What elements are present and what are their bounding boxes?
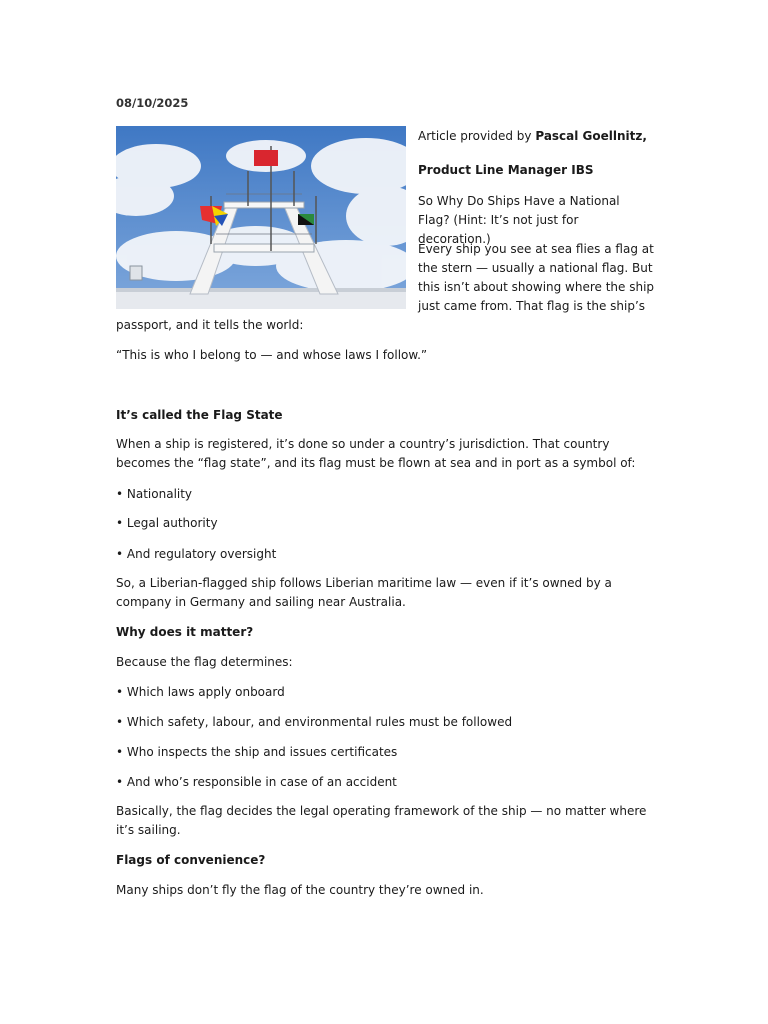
section2-text: Because the flag determines:	[116, 655, 293, 669]
section1-closing: So, a Liberian-flagged ship follows Liberian maritime law — even if it’s owned by a company in Germany and sailing near Australia.	[116, 576, 612, 609]
intro-line-4: just came from. That flag is the ship’s	[418, 299, 646, 313]
section2-bullet-2: • Which safety, labour, and environmental rules must be followed	[116, 715, 513, 729]
intro-line-2: the stern — usually a national flag. But	[418, 261, 653, 275]
byline-line	[418, 127, 658, 146]
intro-title: So Why Do Ships Have a National Flag? (Hint: It’s not just for decoration.)	[418, 194, 620, 246]
quote: “This is who I belong to — and whose laws I follow.”	[116, 348, 428, 362]
section1-text: When a ship is registered, it’s done so under a country’s jurisdiction. That country becomes the “flag state”, and its flag must be flown at sea and in port as a symbol of:	[116, 437, 636, 470]
byline-author: Pascal Goellnitz,	[535, 129, 647, 143]
section2-bullet-3: • Who inspects the ship and issues certificates	[116, 745, 398, 759]
section2-bullet-1: • Which laws apply onboard	[116, 685, 285, 699]
section3-text: Many ships don’t fly the flag of the country they’re owned in.	[116, 883, 484, 897]
article-date: 08/10/2025	[116, 96, 189, 110]
intro-tail: passport, and it tells the world:	[116, 318, 304, 332]
byline-role: Product Line Manager IBS	[418, 163, 594, 177]
section1-heading: It’s called the Flag State	[116, 408, 283, 422]
section3-heading: Flags of convenience?	[116, 853, 266, 867]
intro-line-3: this isn’t about showing where the ship	[418, 280, 655, 294]
byline-prefix: Article provided by	[418, 129, 536, 143]
section1-bullet-2: • Legal authority	[116, 516, 218, 530]
intro-line-1: Every ship you see at sea flies a flag at	[418, 242, 654, 256]
section1-bullet-1: • Nationality	[116, 487, 193, 501]
section2-closing: Basically, the flag decides the legal operating framework of the ship — no matter where it’s sailing.	[116, 804, 647, 837]
section2-bullet-4: • And who’s responsible in case of an accident	[116, 775, 397, 789]
section1-bullet-3: • And regulatory oversight	[116, 547, 277, 561]
section2-heading: Why does it matter?	[116, 625, 254, 639]
ship-mast-photo	[116, 126, 406, 309]
